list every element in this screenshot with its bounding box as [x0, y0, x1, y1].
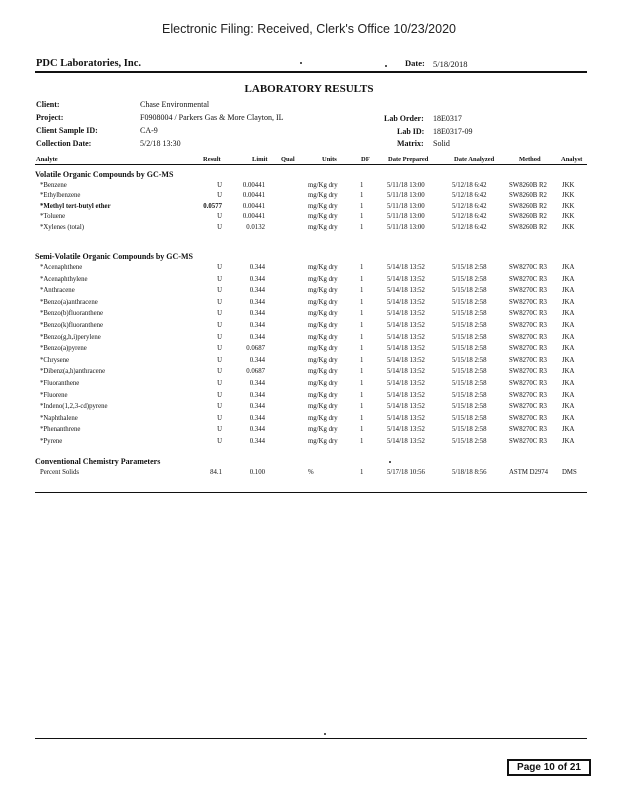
row-units: mg/Kg dry: [308, 438, 338, 445]
table-row: [0, 322, 618, 332]
row-df: 1: [360, 310, 364, 318]
row-date-analyzed: 5/15/18 2:58: [452, 322, 487, 329]
row-date-prepared: 5/14/18 13:52: [387, 414, 425, 422]
row-result: U: [217, 322, 222, 329]
filing-stamp: Electronic Filing: Received, Clerk's Office 10/23/2020: [162, 22, 456, 36]
col-header-analyzed: Date Analyzed: [454, 156, 495, 163]
row-limit: 0.344: [249, 356, 265, 364]
row-method: SW8270C R3: [509, 403, 547, 411]
row-result: U: [217, 182, 222, 189]
row-result: U: [217, 333, 222, 341]
row-date-prepared: 5/14/18 13:52: [387, 322, 425, 329]
row-df: 1: [360, 356, 364, 364]
row-analyst: JKA: [562, 345, 575, 353]
col-header-prepared: Date Prepared: [388, 156, 429, 163]
row-units: mg/Kg dry: [308, 426, 338, 434]
row-units: mg/Kg dry: [308, 345, 338, 353]
row-result: 84.1: [210, 469, 222, 476]
row-limit: 0.344: [249, 426, 265, 434]
row-analyst: JKA: [562, 438, 575, 445]
row-units: mg/Kg dry: [308, 391, 338, 399]
row-result: U: [217, 310, 222, 318]
row-result: U: [217, 298, 222, 306]
table-row: [0, 182, 618, 192]
row-date-prepared: 5/11/18 13:00: [387, 202, 425, 210]
row-limit: 0.100: [249, 469, 265, 476]
row-units: mg/Kg dry: [308, 403, 338, 411]
row-analyst: JKK: [562, 213, 575, 221]
row-method: SW8270C R3: [509, 368, 547, 376]
row-date-analyzed: 5/15/18 2:58: [452, 287, 487, 295]
row-df: 1: [360, 223, 364, 231]
scan-speck: [389, 461, 391, 463]
row-limit: 0.344: [249, 275, 265, 283]
row-method: SW8270C R3: [509, 380, 547, 387]
report-date-label: Date:: [405, 58, 425, 68]
row-date-analyzed: 5/12/18 6:42: [452, 213, 487, 221]
row-result: U: [217, 403, 222, 411]
client-label: Client:: [36, 100, 60, 109]
row-analyte: *Ethylbenzene: [40, 192, 81, 200]
scan-speck: [324, 733, 326, 735]
row-analyst: JKA: [562, 356, 575, 364]
row-analyst: JKA: [562, 414, 575, 422]
row-method: SW8260B R2: [509, 223, 547, 231]
page-number-box: [507, 759, 591, 776]
col-header-limit: Limit: [252, 156, 268, 163]
row-analyte: *Anthracene: [40, 287, 75, 295]
row-units: mg/Kg dry: [308, 275, 338, 283]
row-df: 1: [360, 202, 364, 210]
row-date-analyzed: 5/15/18 2:58: [452, 414, 487, 422]
row-date-prepared: 5/14/18 13:52: [387, 287, 425, 295]
row-date-analyzed: 5/15/18 2:58: [452, 264, 487, 271]
row-df: 1: [360, 391, 364, 399]
table-row: [0, 224, 618, 234]
row-units: mg/Kg dry: [308, 333, 338, 341]
lab-id-value: 18E0317-09: [433, 127, 473, 136]
row-date-prepared: 5/11/18 13:00: [387, 182, 425, 189]
row-analyst: JKA: [562, 264, 575, 271]
row-date-prepared: 5/14/18 13:52: [387, 345, 425, 353]
row-df: 1: [360, 264, 364, 271]
table-row: [0, 287, 618, 297]
row-df: 1: [360, 414, 364, 422]
row-date-prepared: 5/14/18 13:52: [387, 298, 425, 306]
row-units: mg/Kg dry: [308, 322, 338, 329]
row-method: SW8260B R2: [509, 192, 547, 200]
row-analyte: *Acenaphthene: [40, 264, 83, 271]
row-analyst: DMS: [562, 469, 577, 476]
row-analyte: *Benzo(a)anthracene: [40, 298, 98, 306]
row-method: SW8270C R3: [509, 322, 547, 329]
row-analyst: JKK: [562, 202, 575, 210]
row-method: SW8270C R3: [509, 298, 547, 306]
col-header-result: Result: [203, 156, 221, 163]
table-row: [0, 192, 618, 202]
row-analyte: *Pyrene: [40, 438, 63, 445]
table-row: [0, 276, 618, 286]
table-row: [0, 380, 618, 390]
row-method: SW8270C R3: [509, 426, 547, 434]
row-limit: 0.344: [249, 414, 265, 422]
row-units: mg/Kg dry: [308, 287, 338, 295]
row-analyst: JKA: [562, 298, 575, 306]
row-limit: 0.344: [249, 403, 265, 411]
table-end-rule: [35, 492, 587, 493]
row-result: U: [217, 391, 222, 399]
row-analyst: JKK: [562, 223, 575, 231]
row-limit: 0.00441: [242, 192, 265, 200]
row-analyte: *Phenanthrene: [40, 426, 81, 434]
table-row: [0, 310, 618, 320]
row-units: mg/Kg dry: [308, 356, 338, 364]
row-units: mg/Kg dry: [308, 213, 338, 221]
row-analyst: JKA: [562, 391, 575, 399]
report-title: LABORATORY RESULTS: [244, 83, 374, 95]
table-row: [0, 415, 618, 425]
row-analyte: *Benzene: [40, 182, 67, 189]
row-analyte: *Xylenes (total): [40, 223, 84, 231]
row-date-prepared: 5/14/18 13:52: [387, 264, 425, 271]
row-date-analyzed: 5/15/18 2:58: [452, 345, 487, 353]
row-date-analyzed: 5/15/18 2:58: [452, 380, 487, 387]
row-df: 1: [360, 322, 364, 329]
row-result: U: [217, 380, 222, 387]
row-limit: 0.0132: [246, 223, 265, 231]
row-df: 1: [360, 469, 364, 476]
row-analyst: JKA: [562, 380, 575, 387]
row-units: mg/Kg dry: [308, 182, 338, 189]
row-df: 1: [360, 438, 364, 445]
row-df: 1: [360, 182, 364, 189]
row-date-prepared: 5/14/18 13:52: [387, 426, 425, 434]
row-analyst: JKA: [562, 333, 575, 341]
row-limit: 0.344: [249, 298, 265, 306]
row-date-analyzed: 5/15/18 2:58: [452, 368, 487, 376]
row-method: SW8260B R2: [509, 213, 547, 221]
row-limit: 0.344: [249, 391, 265, 399]
table-row: [0, 426, 618, 436]
col-header-analyte: Analyte: [36, 156, 58, 163]
row-df: 1: [360, 333, 364, 341]
row-result: U: [217, 213, 222, 221]
row-units: mg/Kg dry: [308, 380, 338, 387]
row-method: SW8270C R3: [509, 287, 547, 295]
row-date-prepared: 5/14/18 13:52: [387, 403, 425, 411]
row-method: SW8270C R3: [509, 275, 547, 283]
table-row: [0, 368, 618, 378]
column-header-rule: [35, 164, 587, 165]
row-date-analyzed: 5/12/18 6:42: [452, 202, 487, 210]
row-result: U: [217, 223, 222, 231]
matrix-value: Solid: [433, 139, 450, 148]
row-df: 1: [360, 380, 364, 387]
sample-id-value: CA-9: [140, 126, 158, 135]
report-date-value: 5/18/2018: [433, 59, 468, 69]
col-header-qual: Qual: [281, 156, 295, 163]
sample-id-label: Client Sample ID:: [36, 126, 98, 135]
col-header-method: Method: [519, 156, 541, 163]
row-analyst: JKA: [562, 287, 575, 295]
row-analyte: *Benzo(k)fluoranthene: [40, 322, 104, 329]
row-result: U: [217, 438, 222, 445]
row-analyte: *Chrysene: [40, 356, 70, 364]
row-limit: 0.344: [249, 264, 265, 271]
row-limit: 0.00441: [242, 213, 265, 221]
row-date-analyzed: 5/15/18 2:58: [452, 356, 487, 364]
row-result: U: [217, 287, 222, 295]
lab-order-value: 18E0317: [433, 114, 462, 123]
row-df: 1: [360, 368, 364, 376]
row-date-analyzed: 5/18/18 8:56: [452, 469, 487, 476]
row-units: mg/Kg dry: [308, 310, 338, 318]
row-date-prepared: 5/14/18 13:52: [387, 438, 425, 445]
matrix-label: Matrix:: [397, 139, 424, 148]
row-limit: 0.344: [249, 322, 265, 329]
row-analyst: JKA: [562, 426, 575, 434]
row-units: mg/Kg dry: [308, 202, 338, 210]
row-analyte: *Methyl tert-butyl ether: [40, 202, 111, 210]
row-date-prepared: 5/14/18 13:52: [387, 391, 425, 399]
table-row: [0, 203, 618, 213]
table-row: [0, 345, 618, 355]
row-result: U: [217, 345, 222, 353]
row-units: %: [308, 469, 314, 476]
row-method: SW8270C R3: [509, 414, 547, 422]
row-units: mg/Kg dry: [308, 298, 338, 306]
row-date-prepared: 5/14/18 13:52: [387, 333, 425, 341]
row-date-analyzed: 5/15/18 2:58: [452, 403, 487, 411]
row-analyte: *Benzo(a)pyrene: [40, 345, 87, 353]
row-analyst: JKA: [562, 310, 575, 318]
scan-speck: [385, 65, 387, 67]
table-row: [0, 334, 618, 344]
row-method: SW8270C R3: [509, 310, 547, 318]
section-title-volatile: Volatile Organic Compounds by GC-MS: [35, 170, 174, 179]
row-date-analyzed: 5/15/18 2:58: [452, 298, 487, 306]
footer-rule: [35, 738, 587, 739]
row-analyte: *Acenaphthylene: [40, 275, 88, 283]
row-limit: 0.344: [249, 287, 265, 295]
row-limit: 0.00441: [242, 182, 265, 189]
row-date-prepared: 5/14/18 13:52: [387, 310, 425, 318]
row-limit: 0.344: [249, 380, 265, 387]
table-row: [0, 357, 618, 367]
row-date-prepared: 5/11/18 13:00: [387, 192, 425, 200]
row-result: U: [217, 264, 222, 271]
row-limit: 0.0687: [246, 368, 265, 376]
row-df: 1: [360, 275, 364, 283]
row-df: 1: [360, 298, 364, 306]
row-analyte: *Naphthalene: [40, 414, 78, 422]
row-date-prepared: 5/11/18 13:00: [387, 223, 425, 231]
row-limit: 0.344: [249, 310, 265, 318]
row-method: SW8270C R3: [509, 264, 547, 271]
row-units: mg/Kg dry: [308, 192, 338, 200]
collection-date-value: 5/2/18 13:30: [140, 139, 181, 148]
row-date-analyzed: 5/15/18 2:58: [452, 310, 487, 318]
row-limit: 0.0687: [246, 345, 265, 353]
row-df: 1: [360, 403, 364, 411]
col-header-units: Units: [322, 156, 337, 163]
row-units: mg/Kg dry: [308, 368, 338, 376]
row-date-analyzed: 5/12/18 6:42: [452, 223, 487, 231]
row-analyte: *Fluoranthene: [40, 380, 80, 387]
row-df: 1: [360, 213, 364, 221]
table-row: [0, 469, 618, 479]
row-analyte: *Benzo(g,h,i)perylene: [40, 333, 101, 341]
row-result: U: [217, 275, 222, 283]
row-method: SW8270C R3: [509, 345, 547, 353]
row-date-analyzed: 5/15/18 2:58: [452, 391, 487, 399]
row-result: 0.0577: [203, 202, 222, 210]
row-method: SW8270C R3: [509, 333, 547, 341]
row-date-prepared: 5/11/18 13:00: [387, 213, 425, 221]
row-analyte: *Toluene: [40, 213, 66, 221]
row-analyte: *Benzo(b)fluoranthene: [40, 310, 104, 318]
row-method: SW8260B R2: [509, 182, 547, 189]
project-label: Project:: [36, 113, 64, 122]
row-date-analyzed: 5/12/18 6:42: [452, 182, 487, 189]
row-method: ASTM D2974: [509, 469, 549, 476]
table-row: [0, 438, 618, 448]
col-header-df: DF: [361, 156, 370, 163]
lab-order-label: Lab Order:: [384, 114, 424, 123]
lab-name: PDC Laboratories, Inc.: [36, 58, 141, 69]
table-row: [0, 403, 618, 413]
row-df: 1: [360, 192, 364, 200]
project-value: F0908004 / Parkers Gas & More Clayton, IL: [140, 113, 284, 122]
row-analyst: JKA: [562, 275, 575, 283]
row-date-prepared: 5/17/18 10:56: [387, 469, 425, 476]
row-method: SW8270C R3: [509, 391, 547, 399]
row-analyte: *Dibenz(a,h)anthracene: [40, 368, 106, 376]
col-header-analyst: Analyst: [561, 156, 583, 163]
table-row: [0, 299, 618, 309]
row-date-prepared: 5/14/18 13:52: [387, 380, 425, 387]
row-method: SW8260B R2: [509, 202, 547, 210]
collection-date-label: Collection Date:: [36, 139, 92, 148]
row-date-analyzed: 5/12/18 6:42: [452, 192, 487, 200]
row-date-analyzed: 5/15/18 2:58: [452, 426, 487, 434]
row-date-analyzed: 5/15/18 2:58: [452, 275, 487, 283]
row-date-prepared: 5/14/18 13:52: [387, 356, 425, 364]
row-method: SW8270C R3: [509, 438, 547, 445]
lab-id-label: Lab ID:: [397, 127, 425, 136]
row-limit: 0.344: [249, 333, 265, 341]
client-value: Chase Environmental: [140, 100, 210, 109]
row-df: 1: [360, 345, 364, 353]
row-analyst: JKK: [562, 192, 575, 200]
row-result: U: [217, 356, 222, 364]
section-title-semivolatile: Semi-Volatile Organic Compounds by GC-MS: [35, 252, 193, 261]
row-df: 1: [360, 426, 364, 434]
row-result: U: [217, 192, 222, 200]
row-analyst: JKA: [562, 403, 575, 411]
row-limit: 0.344: [249, 438, 265, 445]
row-limit: 0.00441: [242, 202, 265, 210]
row-analyte: *Fluorene: [40, 391, 68, 399]
row-date-analyzed: 5/15/18 2:58: [452, 333, 487, 341]
row-date-prepared: 5/14/18 13:52: [387, 275, 425, 283]
table-row: [0, 213, 618, 223]
row-units: mg/Kg dry: [308, 264, 338, 271]
row-analyst: JKA: [562, 368, 575, 376]
section-title-conventional: Conventional Chemistry Parameters: [35, 457, 161, 466]
row-analyst: JKA: [562, 322, 575, 329]
row-units: mg/Kg dry: [308, 414, 338, 422]
row-df: 1: [360, 287, 364, 295]
row-analyte: *Indeno(1,2,3-cd)pyrene: [40, 403, 108, 411]
row-result: U: [217, 414, 222, 422]
table-row: [0, 392, 618, 402]
scan-speck: [300, 62, 302, 64]
row-units: mg/Kg dry: [308, 223, 338, 231]
row-date-prepared: 5/14/18 13:52: [387, 368, 425, 376]
page-number: Page 10 of 21: [517, 762, 581, 773]
row-result: U: [217, 368, 222, 376]
row-date-analyzed: 5/15/18 2:58: [452, 438, 487, 445]
header-rule: [35, 71, 587, 73]
row-method: SW8270C R3: [509, 356, 547, 364]
row-analyst: JKK: [562, 182, 575, 189]
row-result: U: [217, 426, 222, 434]
row-analyte: Percent Solids: [40, 469, 80, 476]
table-row: [0, 264, 618, 274]
